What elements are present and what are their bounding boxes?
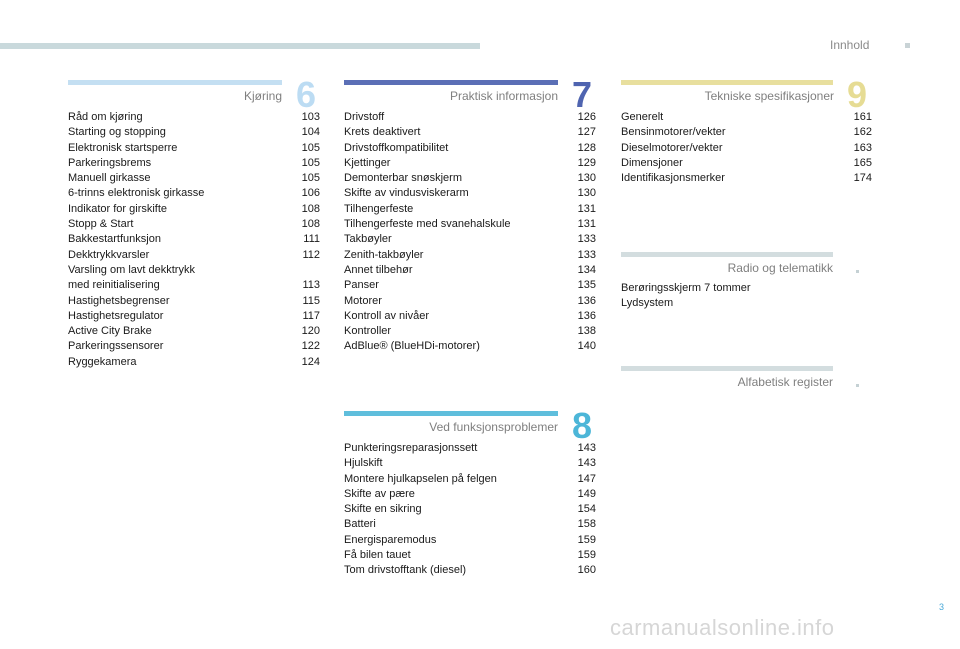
toc-entry-page: 174 xyxy=(853,172,872,185)
toc-entry-label: Active City Brake xyxy=(68,325,152,338)
toc-entry-page: 104 xyxy=(301,126,320,139)
toc-entry-label: Starting og stopping xyxy=(68,126,166,139)
toc-entry-label: Generelt xyxy=(621,111,664,123)
toc-entry-page: 140 xyxy=(577,340,596,353)
toc-entry-label: Tilhengerfeste med svanehalskule xyxy=(344,218,511,231)
toc-entry-label: Kontroller xyxy=(344,325,392,338)
toc-entry[interactable] xyxy=(344,186,596,201)
toc-entry[interactable] xyxy=(344,339,596,354)
toc-entry-label: Kjettinger xyxy=(344,156,391,169)
toc-entry[interactable] xyxy=(344,309,596,324)
toc-entry[interactable] xyxy=(344,110,596,125)
toc-entry-label: Tom drivstofftank (diesel) xyxy=(344,564,467,577)
toc-entry[interactable] xyxy=(68,125,320,140)
page-number: 3 xyxy=(939,602,945,612)
radio-square-marker xyxy=(856,270,859,273)
entry-list xyxy=(68,110,320,370)
toc-entry-label: Energisparemodus xyxy=(344,533,437,546)
section-title: Tekniske spesifikasjoner xyxy=(704,89,834,103)
toc-entry-page: 161 xyxy=(853,111,872,123)
toc-entry-label: Drivstoffkompatibilitet xyxy=(344,141,449,154)
toc-entry[interactable] xyxy=(344,472,596,487)
toc-entry[interactable] xyxy=(621,110,872,125)
toc-entry-label: Parkeringssensorer xyxy=(68,340,164,353)
section-title: Ved funksjonsproblemer xyxy=(429,420,558,434)
section-title: Kjøring xyxy=(243,89,282,103)
section-title: Alfabetisk register xyxy=(737,375,833,389)
entry-list xyxy=(344,110,596,355)
toc-entry-label: Bakkestartfunksjon xyxy=(68,233,161,246)
entry-list xyxy=(344,441,596,579)
header-innhold-label: Innhold xyxy=(830,38,870,52)
toc-entry[interactable] xyxy=(68,156,320,171)
toc-entry[interactable] xyxy=(68,339,320,354)
toc-entry-label: Kontroll av nivåer xyxy=(344,309,429,322)
toc-entry-label: Punkteringsreparasjonssett xyxy=(344,442,478,454)
toc-entry-label: Indikator for girskifte xyxy=(68,202,168,215)
toc-entry-page: 160 xyxy=(577,564,596,577)
toc-entry[interactable] xyxy=(621,141,872,156)
toc-entry[interactable] xyxy=(344,263,596,278)
toc-entry[interactable] xyxy=(344,502,596,517)
toc-entry-page: 159 xyxy=(577,533,596,546)
toc-entry-page: 117 xyxy=(302,309,320,322)
section-number: 9 xyxy=(847,74,868,115)
toc-entry[interactable] xyxy=(344,548,596,563)
section-number: 7 xyxy=(572,74,593,115)
toc-entry-page: 105 xyxy=(301,172,320,185)
toc-entry[interactable] xyxy=(68,232,320,247)
toc-entry-label: Hastighetsregulator xyxy=(68,309,164,322)
toc-entry[interactable] xyxy=(68,263,320,294)
toc-entry-page: 143 xyxy=(577,457,596,470)
entry-list xyxy=(621,281,833,312)
toc-entry-page: 105 xyxy=(301,141,320,154)
toc-entry-label: 6-trinns elektronisk girkasse xyxy=(68,187,205,200)
entry-list xyxy=(621,110,872,186)
toc-entry[interactable] xyxy=(68,202,320,217)
toc-entry-label: Takbøyler xyxy=(344,233,392,246)
toc-entry-page: 115 xyxy=(302,294,320,307)
section-bar xyxy=(344,411,558,416)
toc-entry[interactable] xyxy=(68,186,320,201)
toc-entry-page: 108 xyxy=(301,218,320,231)
toc-entry[interactable] xyxy=(68,171,320,186)
toc-entry[interactable] xyxy=(344,171,596,186)
toc-entry[interactable] xyxy=(344,487,596,502)
section-bar xyxy=(621,252,833,257)
toc-entry-page: 163 xyxy=(853,141,872,154)
toc-entry-label: Manuell girkasse xyxy=(68,172,151,185)
toc-entry-page: 154 xyxy=(577,503,596,516)
toc-entry[interactable] xyxy=(344,533,596,548)
toc-entry[interactable] xyxy=(344,278,596,293)
toc-entry-page: 131 xyxy=(577,202,596,215)
toc-entry-page: 134 xyxy=(577,263,596,276)
toc-entry-label: Hjulskift xyxy=(344,457,383,470)
toc-entry[interactable] xyxy=(344,517,596,532)
toc-entry-page: 112 xyxy=(302,248,320,261)
toc-entry[interactable] xyxy=(344,441,596,456)
toc-entry-label: Dekktrykkvarsler xyxy=(68,248,150,261)
toc-entry-label: Zenith-takbøyler xyxy=(344,248,424,261)
toc-entry-label: Annet tilbehør xyxy=(344,263,413,276)
section-number: 8 xyxy=(572,405,593,446)
toc-entry-page: 165 xyxy=(853,156,872,169)
toc-entry-label: Montere hjulkapselen på felgen xyxy=(344,472,497,485)
toc-entry[interactable] xyxy=(621,296,833,311)
toc-entry-page: 162 xyxy=(853,126,872,139)
toc-entry-page: 124 xyxy=(301,355,320,368)
toc-entry-label: Stopp & Start xyxy=(68,218,134,231)
toc-entry-page: 159 xyxy=(577,549,596,562)
toc-entry[interactable] xyxy=(68,355,320,370)
toc-entry[interactable] xyxy=(344,202,596,217)
toc-entry[interactable] xyxy=(344,248,596,263)
toc-entry-page: 103 xyxy=(301,111,320,123)
toc-entry[interactable] xyxy=(68,248,320,263)
toc-entry[interactable] xyxy=(621,125,872,140)
toc-entry-page: 108 xyxy=(301,202,320,215)
toc-entry[interactable] xyxy=(621,171,872,186)
toc-entry-page: 111 xyxy=(303,233,320,246)
top-decorative-bar xyxy=(0,43,480,49)
toc-entry-label: Skifte av pære xyxy=(344,487,415,500)
toc-entry-label: Bensinmotorer/vekter xyxy=(621,126,726,139)
toc-entry[interactable] xyxy=(344,563,596,578)
section-title: Radio og telematikk xyxy=(727,261,833,275)
toc-entry-page: 126 xyxy=(577,111,596,123)
section-bar xyxy=(621,366,833,371)
toc-entry-label: Berøringsskjerm 7 tommer xyxy=(621,282,751,294)
toc-entry[interactable] xyxy=(344,156,596,171)
toc-entry-page: 128 xyxy=(577,141,596,154)
header-square-marker xyxy=(905,43,910,48)
toc-entry-page: 113 xyxy=(302,279,320,292)
toc-entry-page: 136 xyxy=(577,294,596,307)
toc-entry-page: 147 xyxy=(577,472,596,485)
toc-entry[interactable] xyxy=(621,156,872,171)
section-title: Praktisk informasjon xyxy=(449,89,558,103)
toc-entry-page: 130 xyxy=(577,172,596,185)
alfabetisk-square-marker xyxy=(856,384,859,387)
section-number: 6 xyxy=(296,74,317,115)
toc-entry-page: 131 xyxy=(577,218,596,231)
toc-entry-label: Få bilen tauet xyxy=(344,549,411,562)
toc-entry[interactable] xyxy=(68,141,320,156)
toc-entry-label: Motorer xyxy=(344,294,382,307)
toc-entry[interactable] xyxy=(68,324,320,339)
watermark-text: carmanualsonline.info xyxy=(610,615,835,640)
toc-entry[interactable] xyxy=(344,294,596,309)
toc-entry-label: Krets deaktivert xyxy=(344,126,421,139)
toc-entry[interactable] xyxy=(621,281,833,296)
toc-entry[interactable] xyxy=(68,217,320,232)
toc-entry-label: Elektronisk startsperre xyxy=(68,141,178,154)
toc-entry[interactable] xyxy=(344,125,596,140)
toc-entry-label: Demonterbar snøskjerm xyxy=(344,172,462,185)
section-bar xyxy=(344,80,558,85)
toc-entry-page: 135 xyxy=(577,279,596,292)
toc-entry-page: 106 xyxy=(301,187,320,200)
toc-entry-label: Ryggekamera xyxy=(68,355,137,368)
toc-entry-page: 122 xyxy=(301,340,320,353)
toc-entry-label: Skifte en sikring xyxy=(344,503,422,516)
toc-entry-label: Identifikasjonsmerker xyxy=(621,172,725,185)
toc-entry-page: 136 xyxy=(577,309,596,322)
toc-entry[interactable] xyxy=(344,217,596,232)
toc-entry-page: 138 xyxy=(577,325,596,338)
toc-entry-page: 133 xyxy=(577,248,596,261)
toc-entry-page: 133 xyxy=(577,233,596,246)
toc-entry-label: Skifte av vindusviskerarm xyxy=(344,187,469,200)
toc-entry-label: Lydsystem xyxy=(621,297,674,310)
toc-entry[interactable] xyxy=(68,294,320,309)
toc-entry[interactable] xyxy=(344,232,596,247)
toc-entry-label: Råd om kjøring xyxy=(68,111,143,123)
toc-entry[interactable] xyxy=(344,141,596,156)
toc-entry-page: 129 xyxy=(577,156,596,169)
toc-entry[interactable] xyxy=(68,309,320,324)
section-bar xyxy=(621,80,833,85)
toc-entry[interactable] xyxy=(344,324,596,339)
toc-entry-label: Dieselmotorer/vekter xyxy=(621,141,723,154)
toc-entry-label: Hastighetsbegrenser xyxy=(68,294,170,307)
toc-entry-page: 105 xyxy=(301,156,320,169)
toc-entry[interactable] xyxy=(344,456,596,471)
toc-entry-label: AdBlue® (BlueHDi-motorer) xyxy=(344,340,480,353)
toc-entry-page: 158 xyxy=(577,518,596,531)
toc-entry-label: Varsling om lavt dekktrykk med reinitialisering xyxy=(68,263,195,292)
toc-entry-label: Parkeringsbrems xyxy=(68,156,152,169)
toc-entry[interactable] xyxy=(68,110,320,125)
toc-entry-page: 130 xyxy=(577,187,596,200)
toc-entry-label: Dimensjoner xyxy=(621,156,683,169)
toc-entry-label: Drivstoff xyxy=(344,111,385,123)
toc-entry-page: 120 xyxy=(301,325,320,338)
toc-entry-page: 127 xyxy=(577,126,596,139)
toc-entry-label: Tilhengerfeste xyxy=(344,202,414,215)
toc-entry-label: Batteri xyxy=(344,518,376,531)
toc-entry-label: Panser xyxy=(344,279,379,292)
toc-entry-page: 149 xyxy=(577,487,596,500)
section-bar xyxy=(68,80,282,85)
toc-entry-page: 143 xyxy=(577,442,596,454)
